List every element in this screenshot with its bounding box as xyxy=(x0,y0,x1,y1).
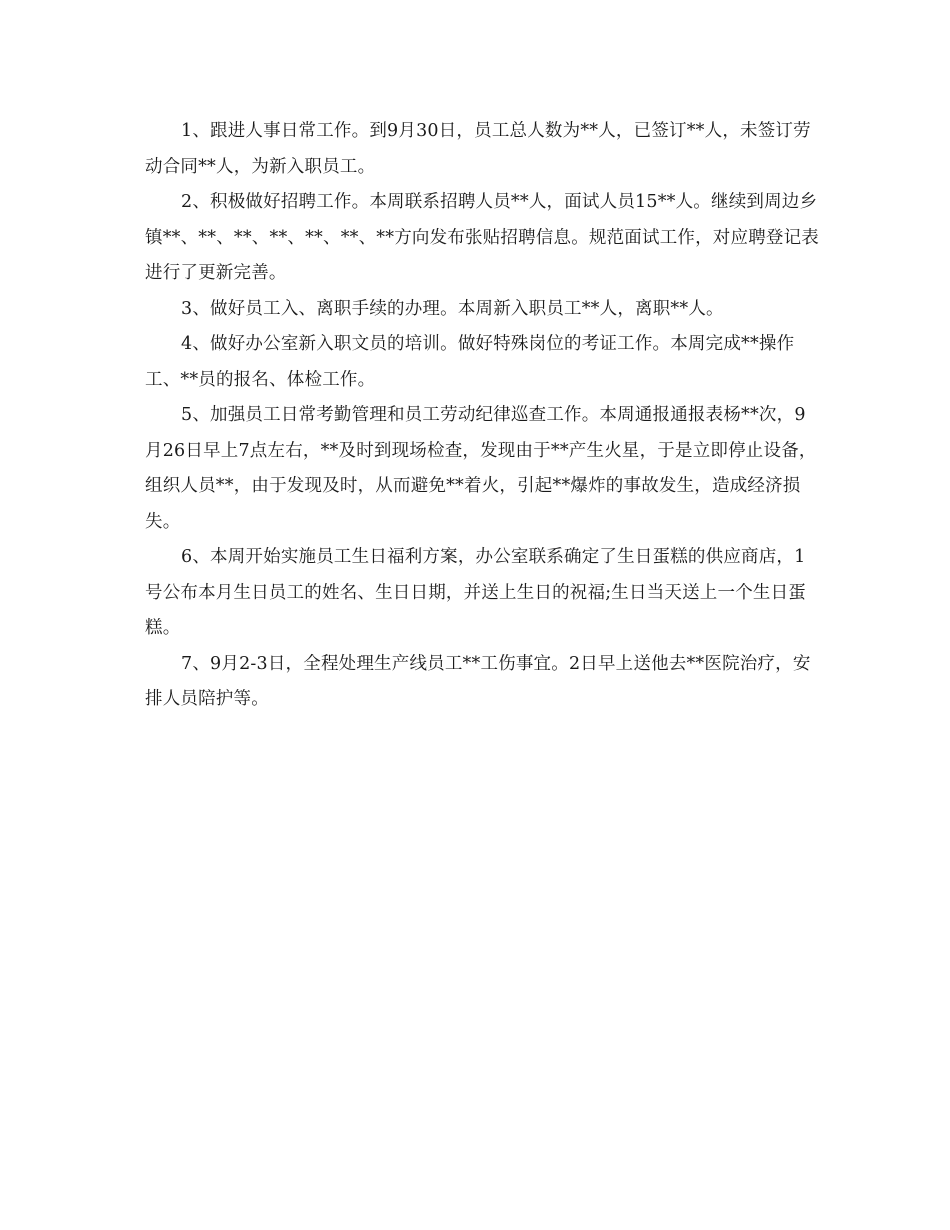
paragraph-1: 1、跟进人事日常工作。到9月30日，员工总人数为**人，已签订**人，未签订劳动合同**人，为新入职员工。 xyxy=(145,121,811,177)
paragraph-7: 7、9月2-3日，全程处理生产线员工**工伤事宜。2日早上送他去**医院治疗，安排人员陪护等。 xyxy=(145,653,811,709)
paragraph-3: 3、做好员工入、离职手续的办理。本周新入职员工**人，离职**人。 xyxy=(181,298,724,319)
document-body xyxy=(145,114,820,718)
paragraph-6: 6、本周开始实施员工生日福利方案，办公室联系确定了生日蛋糕的供应商店，1号公布本月生日员工的姓名、生日日期，并送上生日的祝福;生日当天送上一个生日蛋糕。 xyxy=(145,547,806,638)
paragraph-2: 2、积极做好招聘工作。本周联系招聘人员**人，面试人员15**人。继续到周边乡镇**、**、**、**、**、**、**方向发布张贴招聘信息。规范面试工作，对应聘登记表进行了更新完善。 xyxy=(145,192,819,283)
paragraph-4: 4、做好办公室新入职文员的培训。做好特殊岗位的考证工作。本周完成**操作工、**员的报名、体检工作。 xyxy=(145,334,795,390)
paragraph-5: 5、加强员工日常考勤管理和员工劳动纪律巡查工作。本周通报通报表杨**次，9月26日早上7点左右，**及时到现场检查，发现由于**产生火星，于是立即停止设备，组织人员**，由于发现及时，从而避免**着火，引起**爆炸的事故发生，造成经济损失。 xyxy=(145,405,817,532)
